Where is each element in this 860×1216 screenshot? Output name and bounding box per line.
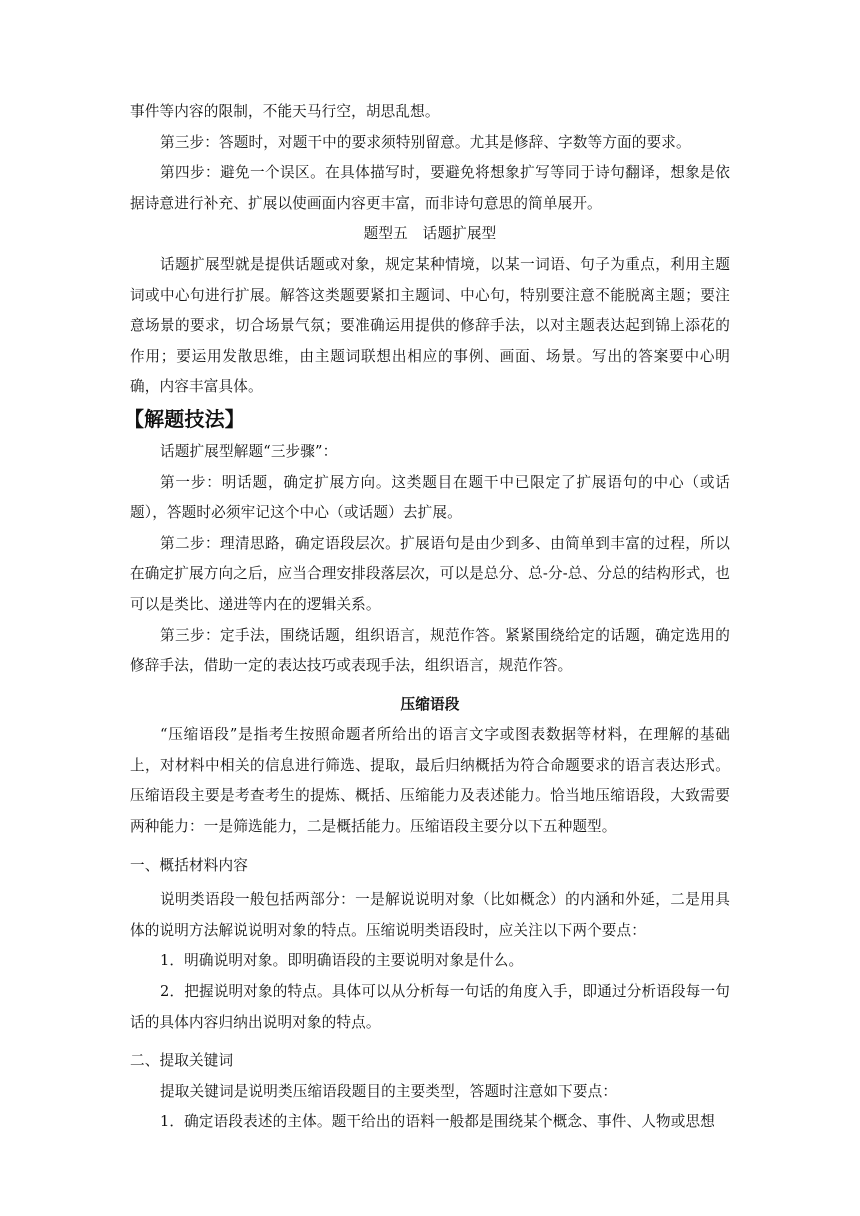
subsection-heading: 一、概括材料内容 (130, 856, 248, 874)
paragraph: 事件等内容的限制，不能天马行空，胡思乱想。 (130, 103, 440, 120)
paragraph: 说明类语段一般包括两部分：一是解说说明对象（比如概念）的内涵和外延，二是用具体的说明方法解说说明对象的特点。压缩说明类语段时，应关注以下两个要点： (130, 891, 730, 939)
paragraph: 第一步：明话题，确定扩展方向。这类题目在题干中已限定了扩展语句的中心（或话题），答题时必须牢记这个中心（或话题）去扩展。 (130, 473, 730, 522)
paragraph: 提取关键词是说明类压缩语段题目的主要类型，答题时注意如下要点： (160, 1082, 618, 1100)
paragraph: 话题扩展型就是提供话题或对象，规定某种情境，以某一词语、句子为重点，利用主题词或中心句进行扩展。解答这类题要紧扣主题词、中心句，特别要注意不能脱离主题；要注意场景的要求，切合场景气氛；要准确运用提供的修辞手法，以对主题表达起到锦上添花的作用；要运用发散思维，由主题词联想出相应的事例、画面、场景。写出的答案要中心明确，内容丰富具体。 (130, 255, 730, 396)
paragraph: 第二步：理清思路，确定语段层次。扩展语句是由少到多、由简单到丰富的过程，所以在确定扩展方向之后，应当合理安排段落层次，可以是总分、总-分-总、分总的结构形式，也可以是类比、递进等内在的逻辑关系。 (130, 534, 730, 613)
document-body (124, 97, 730, 1138)
section-title: 压缩语段 (400, 695, 460, 713)
section-heading-large: 【解题技法】 (124, 406, 245, 431)
paragraph: 第四步：避免一个误区。在具体描写时，要避免将想象扩写等同于诗句翻译，想象是依据诗意进行补充、扩展以使画面内容更丰富，而非诗句意思的简单展开。 (130, 164, 730, 212)
paragraph: 话题扩展型解题“三步骤”： (160, 442, 338, 460)
subsection-heading: 二、提取关键词 (130, 1052, 234, 1070)
section-heading: 题型五 话题扩展型 (363, 225, 497, 243)
paragraph: 第三步：定手法，围绕话题，组织语言，规范作答。紧紧围绕给定的话题，确定选用的修辞手法，借助一定的表达技巧或表现手法，组织语言，规范作答。 (130, 626, 730, 675)
paragraph: “压缩语段”是指考生按照命题者所给出的语言文字或图表数据等材料，在理解的基础上，对材料中相关的信息进行筛选、提取，最后归纳概括为符合命题要求的语言表达形式。压缩语段主要是考查考生的提炼、概括、压缩能力及表述能力。恰当地压缩语段，大致需要两种能力：一是筛选能力，二是概括能力。压缩语段主要分以下五种题型。 (130, 726, 730, 836)
paragraph: 第三步：答题时，对题干中的要求须特别留意。尤其是修辞、字数等方面的要求。 (160, 133, 691, 151)
list-item: 1．明确说明对象。即明确语段的主要说明对象是什么。 (160, 952, 524, 970)
list-item: 2．把握说明对象的特点。具体可以从分析每一句话的角度入手，即通过分析语段每一句话的具体内容归纳出说明对象的特点。 (130, 983, 730, 1031)
list-item: 1．确定语段表述的主体。题干给出的语料一般都是围绕某个概念、事件、人物或思想 (160, 1113, 715, 1131)
